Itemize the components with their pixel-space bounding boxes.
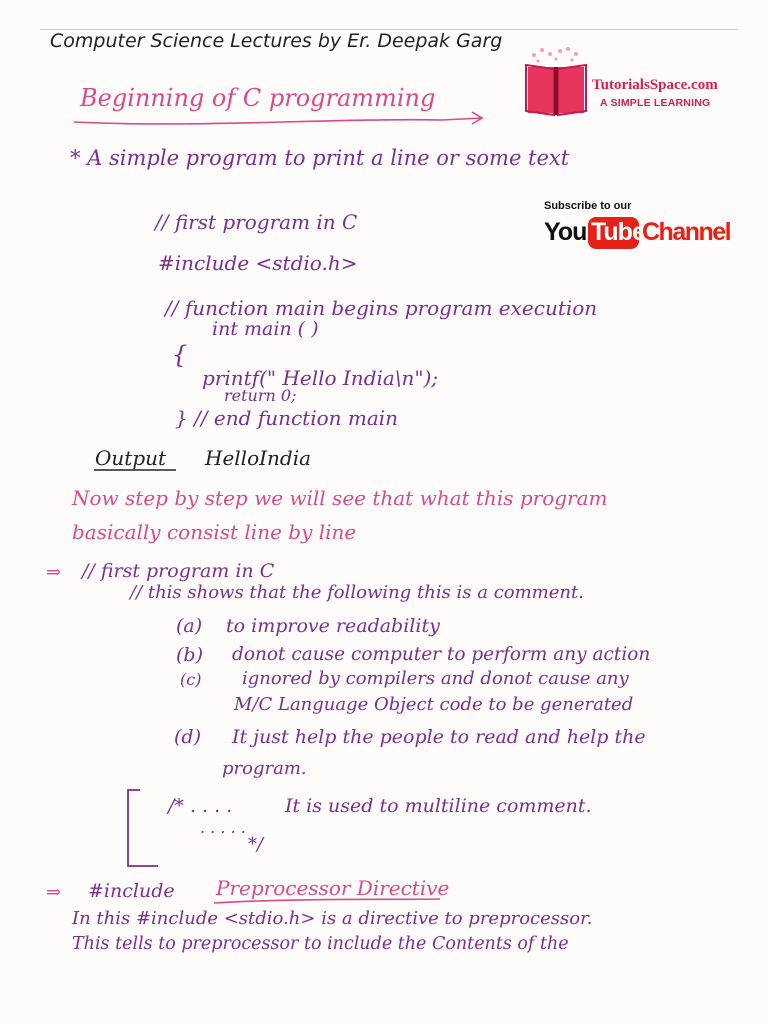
multiline-bracket: [128, 790, 158, 866]
title-arrow: [442, 112, 482, 124]
page-title: Beginning of C programming: [80, 84, 436, 112]
logo-brand-part2: Space.com: [649, 77, 718, 93]
title-underline: [74, 120, 442, 124]
comment-intro: // this shows that the following this is a comment.: [130, 582, 584, 603]
multiline-dots: . . . . .: [200, 818, 246, 837]
intro-line: * A simple program to print a line or some text: [70, 146, 570, 170]
logo-brand-part1: Tutorials: [592, 77, 650, 93]
comment-item-d-text: It just help the people to read and help the: [232, 726, 646, 748]
comment-item-b-text: donot cause computer to perform any action: [232, 644, 651, 665]
preprocessor-underline: [214, 899, 440, 903]
preprocessor-keyword: #include: [88, 880, 175, 902]
code-line-5: {: [172, 341, 188, 369]
code-line-7: return 0;: [224, 386, 297, 405]
code-line-3: // function main begins program execution: [165, 296, 598, 320]
preprocessor-arrow: ⇒: [46, 882, 62, 903]
header-title: Computer Science Lectures by Er. Deepak Garg: [50, 30, 503, 52]
code-line-6: printf(" Hello India\n");: [202, 366, 439, 390]
output-value: HelloIndia: [205, 446, 312, 470]
comment-item-d-text-cont: program.: [222, 758, 307, 779]
code-line-1: // first program in C: [155, 210, 358, 234]
multiline-open: /* . . . .: [168, 795, 233, 817]
comment-item-c-text: ignored by compilers and donot cause any: [242, 668, 629, 689]
preprocessor-line-1: In this #include <stdio.h> is a directive to preprocessor.: [72, 908, 593, 929]
youtube-channel-text: Channel: [642, 218, 731, 246]
comment-item-d-marker: (d): [174, 726, 201, 748]
code-line-4: int main ( ): [212, 318, 319, 340]
multiline-desc: It is used to multiline comment.: [285, 795, 592, 817]
preprocessor-line-2: This tells to preprocessor to include the Contents of the: [72, 934, 569, 954]
youtube-you-text: You: [544, 218, 587, 246]
comment-item-b-marker: (b): [176, 644, 203, 666]
youtube-subscribe-text: Subscribe to our: [544, 200, 632, 212]
youtube-tube-text: Tube: [591, 218, 645, 246]
comment-item-a-marker: (a): [176, 615, 203, 637]
multiline-close: */: [248, 834, 264, 855]
comment-item-c-marker: (c): [180, 670, 202, 689]
code-line-8: } // end function main: [175, 406, 399, 430]
code-line-2: #include <stdio.h>: [158, 251, 358, 275]
comment-item-a-text: to improve readability: [226, 615, 440, 637]
logo-tagline: A SIMPLE LEARNING: [600, 97, 711, 109]
preprocessor-label: Preprocessor Directive: [216, 876, 450, 900]
comment-arrow: ⇒: [46, 562, 62, 583]
step-note-line-2: basically consist line by line: [72, 520, 357, 544]
comment-heading: // first program in C: [82, 560, 275, 582]
comment-item-c-text-cont: M/C Language Object code to be generated: [234, 694, 634, 715]
step-note-line-1: Now step by step we will see that what this program: [72, 486, 608, 510]
output-label: Output: [95, 446, 167, 470]
